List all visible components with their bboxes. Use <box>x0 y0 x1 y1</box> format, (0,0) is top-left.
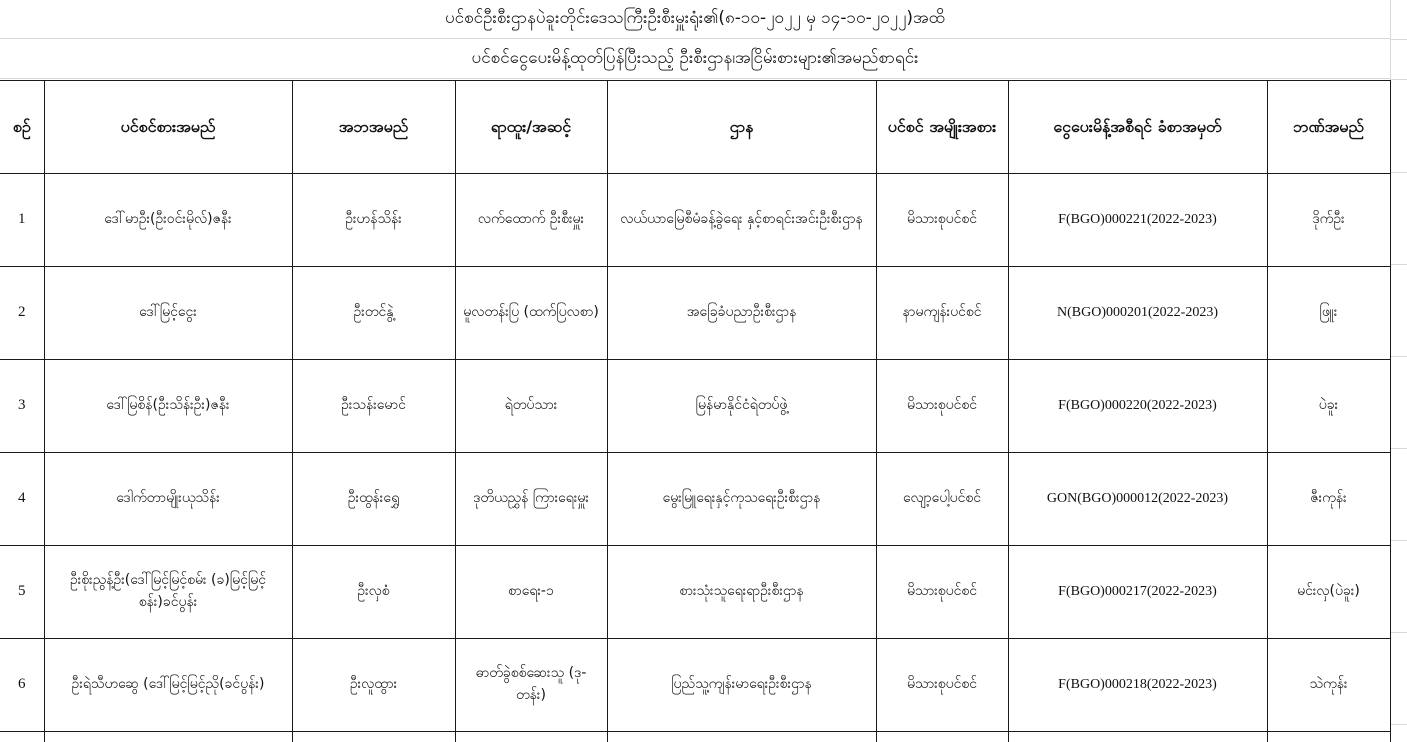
cell-bank[interactable]: ဖြူး <box>1267 267 1390 360</box>
table-row <box>0 360 1390 453</box>
cell-pensioner-name[interactable]: ဒေါ်မြင့်ငွေး <box>44 267 292 360</box>
gridline <box>1391 356 1407 357</box>
cell-order-number[interactable]: F(BGO)000217(2022-2023) <box>1008 546 1267 639</box>
cell-bank[interactable]: ဇီးကုန်း <box>1267 453 1390 546</box>
cell-father-name[interactable]: ဦးထွန်းရွှေ <box>292 453 455 546</box>
table-header-row <box>0 81 1390 174</box>
table-row <box>0 453 1390 546</box>
header-bank[interactable]: ဘဏ်အမည် <box>1267 81 1390 174</box>
cell-rank[interactable]: မူလတန်းပြ (ထက်ပြလစာ) <box>455 267 607 360</box>
cell-rank[interactable]: စာရေး-၁ <box>455 546 607 639</box>
cell-serial[interactable]: 4 <box>0 453 44 546</box>
cell-serial[interactable]: 5 <box>0 546 44 639</box>
header-serial[interactable]: စဉ် <box>0 81 44 174</box>
cell-bank[interactable]: ဒိုက်ဦး <box>1267 174 1390 267</box>
table-row <box>0 267 1390 360</box>
table-row <box>0 174 1390 267</box>
cell-pension-type[interactable]: မိသားစုပင်စင် <box>876 639 1008 732</box>
title-line-1-text: ပင်စင်ဦးစီးဌာနပဲခူးတိုင်းဒေသကြီးဦးစီးမှူးရုံး၏(၈-၁၀-၂၀၂၂ မှ ၁၄-၁၀-၂၀၂၂)အထိ <box>445 7 945 32</box>
cell-pensioner-name[interactable]: ဒေါ်မာဦး(ဦးဝင်းမိုလ်)ဇနီး <box>44 174 292 267</box>
cell-bank[interactable]: ပဲခူး <box>1267 360 1390 453</box>
cell-serial[interactable]: 2 <box>0 267 44 360</box>
gridline <box>1391 632 1407 633</box>
cell-father-name[interactable]: ဦးဟန်သိန်း <box>292 174 455 267</box>
gridline <box>1391 724 1407 725</box>
sheet-title-line-1[interactable] <box>0 0 1390 39</box>
table-row <box>0 639 1390 732</box>
cell-rank[interactable]: ဒုတိယညွှန် ကြားရေးမှူး <box>455 453 607 546</box>
cell-pension-type[interactable]: မိသားစုပင်စင် <box>876 174 1008 267</box>
cell-serial[interactable]: 3 <box>0 360 44 453</box>
cell-father-name[interactable]: ဦးတင်နွဲ့ <box>292 267 455 360</box>
cell-rank[interactable]: လက်ထောက် ဦးစီးမှူး <box>455 174 607 267</box>
gridline <box>1391 264 1407 265</box>
header-father-name[interactable]: အဘအမည် <box>292 81 455 174</box>
cell-rank[interactable]: ရဲတပ်သား <box>455 360 607 453</box>
header-order-number[interactable]: ငွေပေးမိန့်အစီရင် ခံစာအမှတ် <box>1008 81 1267 174</box>
cell-father-name[interactable]: ဦးလှစံ <box>292 546 455 639</box>
gridline <box>1391 448 1407 449</box>
title-line-2-text: ပင်စင်ငွေပေးမိန့်ထုတ်ပြန်ပြီးသည့် ဦးစီးဌာန၊အငြိမ်းစားများ၏အမည်စာရင်း <box>472 47 919 72</box>
cell-pensioner-name[interactable]: ဒေါက်တာမျိုးယုသိန်း <box>44 453 292 546</box>
cell-department[interactable]: အခြေခံပညာဦးစီးဌာန <box>607 267 876 360</box>
cell-serial[interactable]: 1 <box>0 174 44 267</box>
gridline <box>1391 39 1407 40</box>
cell-order-number[interactable]: F(BGO)000221(2022-2023) <box>1008 174 1267 267</box>
header-rank[interactable]: ရာထူး/အဆင့် <box>455 81 607 174</box>
cell-department[interactable]: ပြည်သူ့ကျန်းမာရေးဦးစီးဌာန <box>607 639 876 732</box>
cell-order-number[interactable]: N(BGO)000201(2022-2023) <box>1008 267 1267 360</box>
adjacent-column-strip <box>1390 0 1407 737</box>
cell-father-name[interactable]: ဦးလူထွား <box>292 639 455 732</box>
gridline <box>1391 540 1407 541</box>
cell-order-number[interactable]: F(BGO)000220(2022-2023) <box>1008 360 1267 453</box>
header-department[interactable]: ဌာန <box>607 81 876 174</box>
cell-department[interactable]: စားသုံးသူရေးရာဦးစီးဌာန <box>607 546 876 639</box>
cell-pension-type[interactable]: မိသားစုပင်စင် <box>876 546 1008 639</box>
cell-pensioner-name[interactable]: ဒေါ်မြစိန်(ဦးသိန်းဦး)ဇနီး <box>44 360 292 453</box>
cell-bank[interactable]: မင်းလှ(ပဲခူး) <box>1267 546 1390 639</box>
gridline <box>1391 79 1407 80</box>
cell-rank[interactable]: ဓာတ်ခွဲစစ်ဆေးသူ (ဒု-တန်း) <box>455 639 607 732</box>
cell-pensioner-name[interactable]: ဦးရဲသီဟဆွေ (ဒေါ်မြင့်မြင့်ညို(ခင်ပွန်း) <box>44 639 292 732</box>
cell-order-number[interactable]: GON(BGO)000012(2022-2023) <box>1008 453 1267 546</box>
table-row <box>0 546 1390 639</box>
cell-serial[interactable]: 6 <box>0 639 44 732</box>
cell-pensioner-name[interactable]: ဦးစိုးညွန့်ဦး(ဒေါ်မြင့်မြင့်စမ်း (ခ)မြင့်မြင့်စန်း)ခင်ပွန်း <box>44 546 292 639</box>
cell-order-number[interactable]: F(BGO)000218(2022-2023) <box>1008 639 1267 732</box>
pensioner-table <box>0 80 1391 742</box>
cell-pension-type[interactable]: မိသားစုပင်စင် <box>876 360 1008 453</box>
gridline <box>1391 172 1407 173</box>
cell-bank[interactable]: သဲကုန်း <box>1267 639 1390 732</box>
cell-department[interactable]: မြန်မာနိုင်ငံရဲတပ်ဖွဲ့ <box>607 360 876 453</box>
cell-department[interactable]: လယ်ယာမြေစီမံခန့်ခွဲရေး နှင့်စာရင်းအင်းဦးစီးဌာန <box>607 174 876 267</box>
cell-pension-type[interactable]: လျော့ပေါ့ပင်စင် <box>876 453 1008 546</box>
sheet-title-line-2[interactable] <box>0 40 1390 79</box>
cell-department[interactable]: မွေးမြူရေးနှင့်ကုသရေးဦးစီးဌာန <box>607 453 876 546</box>
header-pension-type[interactable]: ပင်စင် အမျိုးအစား <box>876 81 1008 174</box>
header-pensioner-name[interactable]: ပင်စင်စားအမည် <box>44 81 292 174</box>
cell-pension-type[interactable]: နာမကျန်းပင်စင် <box>876 267 1008 360</box>
cell-father-name[interactable]: ဦးသန်းမောင် <box>292 360 455 453</box>
